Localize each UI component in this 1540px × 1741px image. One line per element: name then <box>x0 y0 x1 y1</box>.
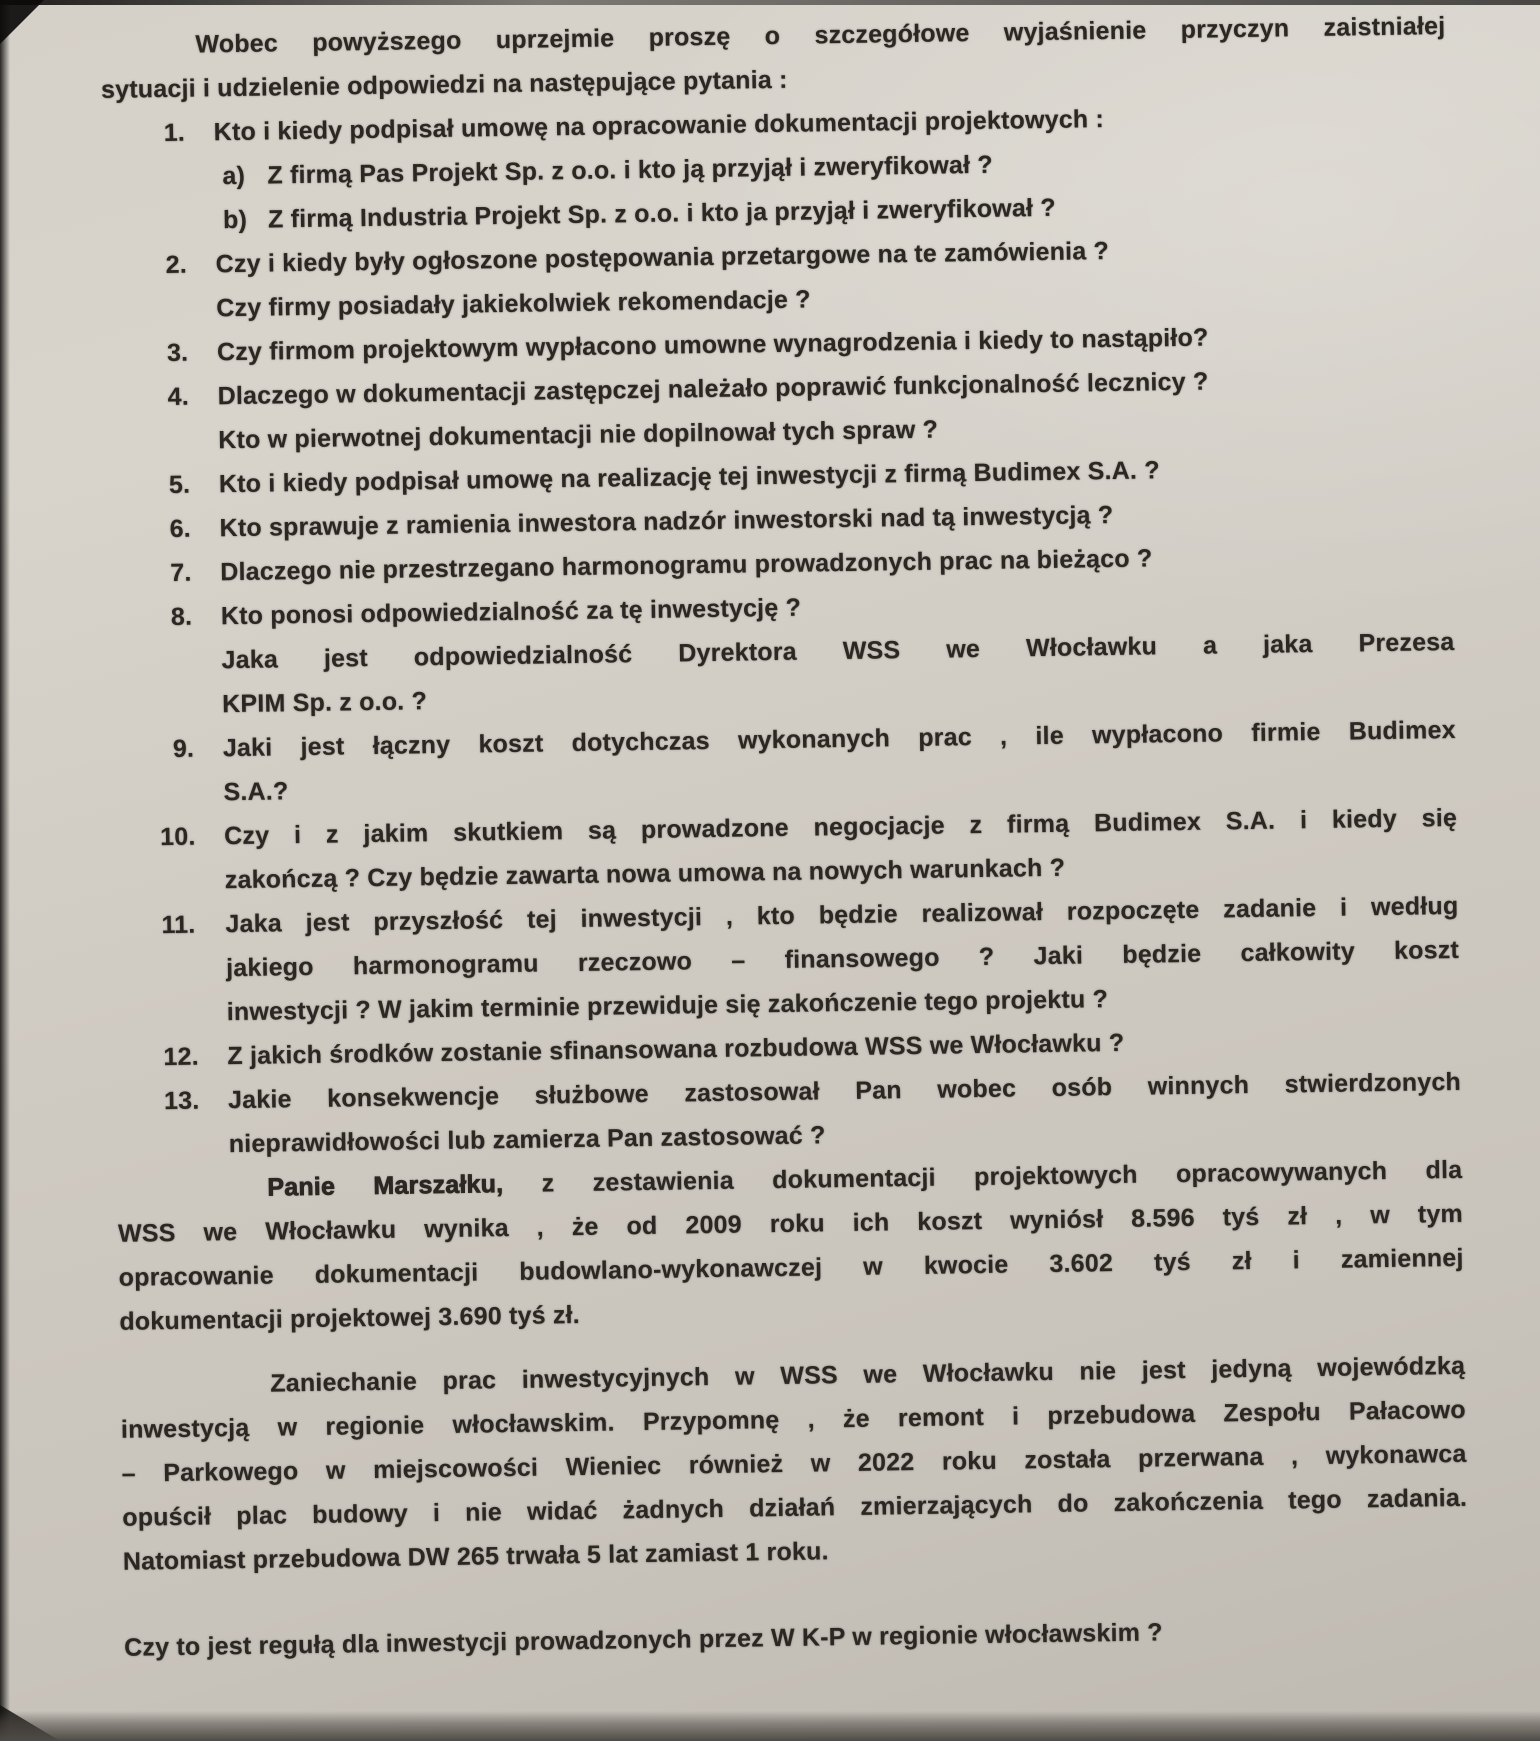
question-number: 10. <box>159 822 196 852</box>
final-question-line: Czy to jest regułą dla inwestycji prowadzonych przez W K-P w regionie włocławskim ? <box>123 1618 1163 1662</box>
paragraph-line: WSS we Włocławku wynika , że od 2009 roku ich koszt wyniósł 8.596 tyś zł , w tym <box>117 1199 1464 1248</box>
photo-edge-left <box>0 0 10 1741</box>
paragraph-line: Zaniechanie prac inwestycyjnych w WSS we Włocławku nie jest jedyną wojewódzką <box>270 1351 1466 1398</box>
question-line: Dlaczego w dokumentacji zastępczej należało poprawić funkcjonalność lecznicy ? <box>217 367 1209 411</box>
question-number: 7. <box>170 558 192 587</box>
question-line: Jakie konsekwencje służbowe zastosował Pan wobec osób winnych stwierdzonych <box>227 1067 1462 1115</box>
closing-paragraph-region <box>120 1344 1468 1584</box>
paragraph-line: – Parkowego w miejscowości Wieniec również w 2022 roku została przerwana , wykonawca <box>121 1439 1467 1488</box>
question-item-11 <box>113 884 1460 1036</box>
subitem-letter: b) <box>222 205 248 235</box>
photo-edge-top <box>0 0 1540 5</box>
question-line: Czy firmom projektowym wypłacono umowne wynagrodzenia i kiedy to nastąpiło? <box>216 323 1209 367</box>
question-line: Jaka jest przyszłość tej inwestycji , kto będzie realizował rozpoczęte zadanie i według <box>225 891 1459 939</box>
intro-line: sytuacji i udzielenie odpowiedzi na następujące pytania : <box>100 65 788 104</box>
paragraph-line: inwestycją w regionie włocławskim. Przypomnę , że remont i przebudowa Zespołu Pałacowo <box>120 1395 1466 1444</box>
subitem-line: Z firmą Pas Projekt Sp. z o.o. i kto ją przyjął i zweryfikował ? <box>267 150 993 190</box>
question-number: 12. <box>163 1042 199 1072</box>
question-line: Czy i z jakim skutkiem są prowadzone negocjacje z firmą Budimex S.A. i kiedy się <box>223 803 1458 851</box>
paragraph-text: z zestawienia dokumentacji projektowych opracowywanych dla <box>541 1155 1463 1198</box>
question-line: Czy firmy posiadały jakiekolwiek rekomendacje ? <box>216 285 811 323</box>
intro-line: Wobec powyższego uprzejmie proszę o szczegółowe wyjaśnienie przyczyn zaistniałej <box>195 11 1446 59</box>
question-line: Kto ponosi odpowiedzialność za tę inwestycję ? <box>220 593 802 631</box>
question-item-8 <box>109 576 1456 728</box>
question-line: KPIM Sp. z o.o. ? <box>221 687 428 719</box>
question-number: 13. <box>163 1086 200 1116</box>
question-number: 1. <box>163 118 186 148</box>
question-number: 6. <box>169 514 192 543</box>
subitem-letter: a) <box>222 161 246 191</box>
question-number: 2. <box>165 250 188 279</box>
question-line: Kto i kiedy podpisał umowę na opracowanie dokumentacji projektowych : <box>213 105 1105 147</box>
salutation-bold: Panie Marszałku, <box>267 1170 504 1202</box>
question-line: S.A.? <box>223 777 289 807</box>
question-line: Dlaczego nie przestrzegano harmonogramu prowadzonych prac na bieżąco ? <box>220 544 1153 587</box>
photo-corner-top-left <box>0 0 44 44</box>
paragraph-line: dokumentacji projektowej 3.690 tyś zł. <box>119 1300 581 1336</box>
paragraph-line: opuścił plac budowy i nie widać żadnych działań zmierzających do zakończenia tego zadania. <box>122 1483 1468 1532</box>
question-line: nieprawidłowości lub zamierza Pan zastosować ? <box>228 1121 826 1159</box>
question-line: Jaka jest odpowiedzialność Dyrektora WSS we Włocławku a jaka Prezesa <box>221 627 1455 675</box>
question-number: 4. <box>167 382 190 411</box>
subitem-line: Z firmą Industria Projekt Sp. z o.o. i kto ja przyjął i zweryfikował ? <box>267 193 1056 234</box>
photo-edge-bottom <box>0 1711 1540 1741</box>
question-line: Kto w pierwotnej dokumentacji nie dopilnował tych spraw ? <box>218 415 939 455</box>
question-number: 8. <box>170 602 193 631</box>
question-line: Kto i kiedy podpisał umowę na realizację tej inwestycji z firmą Budimex S.A. ? <box>218 456 1160 499</box>
question-number: 3. <box>166 338 189 367</box>
letter-body <box>0 3 1540 1672</box>
question-line: Czy i kiedy były ogłoszone postępowania przetargowe na te zamówienia ? <box>215 236 1110 279</box>
question-number: 9. <box>172 734 195 763</box>
question-line: Kto sprawuje z ramienia inwestora nadzór inwestorski nad tą inwestycją ? <box>219 500 1114 543</box>
paragraph-line: Natomiast przebudowa DW 265 trwała 5 lat zamiast 1 roku. <box>122 1537 829 1576</box>
question-line: inwestycji ? W jakim terminie przewiduje się zakończenie tego projektu ? <box>226 985 1109 1027</box>
question-number: 11. <box>161 910 196 940</box>
question-number: 5. <box>168 470 191 499</box>
question-line: Z jakich środków zostanie sfinansowana rozbudowa WSS we Włocławku ? <box>227 1028 1125 1071</box>
question-line: Jaki jest łączny koszt dotychczas wykonanych prac , ile wypłacono firmie Budimex <box>222 715 1456 763</box>
paragraph-line: opracowanie dokumentacji budowlano-wykonawczej w kwocie 3.602 tyś zł i zamiennej <box>118 1243 1464 1292</box>
closing-paragraph-costs <box>117 1148 1464 1344</box>
question-line: zakończą ? Czy będzie zawarta nowa umowa na nowych warunkach ? <box>224 853 1066 895</box>
question-line: jakiego harmonogramu rzeczowo – finansowego ? Jaki będzie całkowity koszt <box>225 935 1460 983</box>
